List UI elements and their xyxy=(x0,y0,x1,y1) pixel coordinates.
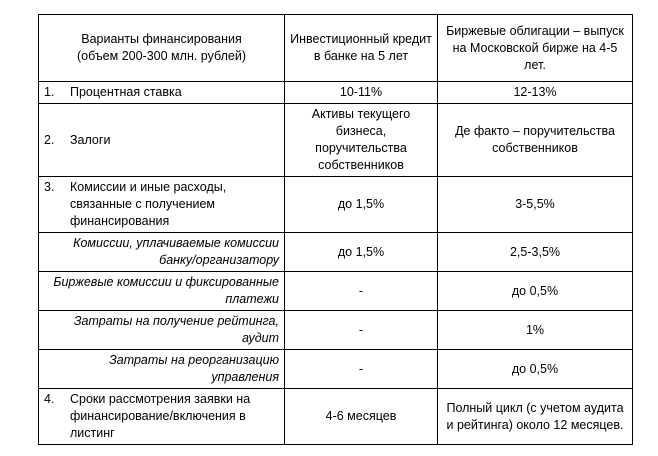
row-label-text: Сроки рассмотрения заявки на финансирование/включения в листинг xyxy=(70,392,251,440)
header-financing-options: Варианты финансирования (объем 200-300 млн. рублей) xyxy=(39,15,285,82)
bank-value: до 1,5% xyxy=(285,233,438,272)
row-label xyxy=(39,177,285,233)
bonds-value: 2,5-3,5% xyxy=(438,233,633,272)
bank-value: 10-11% xyxy=(285,82,438,104)
bank-value: 4-6 месяцев xyxy=(285,389,438,445)
header-bank-loan: Инвестиционный кредит в банке на 5 лет xyxy=(285,15,438,82)
row-number: 1. xyxy=(44,85,55,99)
row-label xyxy=(39,104,285,177)
table-subrow xyxy=(39,272,633,311)
bonds-value: Де факто – поручительства собственников xyxy=(438,104,633,177)
bonds-value: 12-13% xyxy=(438,82,633,104)
bank-value: - xyxy=(285,350,438,389)
table-subrow xyxy=(39,350,633,389)
row-label-text: Залоги xyxy=(70,132,111,147)
subrow-label: Биржевые комиссии и фиксированные платежи xyxy=(39,272,285,311)
row-label-text: Комиссии и иные расходы, связанные с получением финансирования xyxy=(70,180,227,228)
row-number: 2. xyxy=(44,132,55,147)
bank-value: до 1,5% xyxy=(285,177,438,233)
row-label xyxy=(39,389,285,445)
table-row-review-terms xyxy=(39,389,633,445)
table-subrow xyxy=(39,233,633,272)
table-subrow xyxy=(39,311,633,350)
header-row xyxy=(39,15,633,82)
bonds-value: Полный цикл (с учетом аудита и рейтинга) около 12 месяцев. xyxy=(438,389,633,445)
bank-value: - xyxy=(285,272,438,311)
financing-comparison-table xyxy=(38,14,633,445)
bank-value: - xyxy=(285,311,438,350)
table-row-interest-rate xyxy=(39,82,633,104)
bank-value: Активы текущего бизнеса, поручительства собственников xyxy=(285,104,438,177)
bonds-value: 1% xyxy=(438,311,633,350)
row-label xyxy=(39,82,285,104)
row-number: 4. xyxy=(44,392,55,406)
row-number: 3. xyxy=(44,180,55,194)
table-row-collateral xyxy=(39,104,633,177)
bonds-value: до 0,5% xyxy=(438,272,633,311)
table-row-commissions xyxy=(39,177,633,233)
header-exchange-bonds: Биржевые облигации – выпуск на Московской бирже на 4-5 лет. xyxy=(438,15,633,82)
subrow-label: Затраты на реорганизацию управления xyxy=(39,350,285,389)
subrow-label: Комиссии, уплачиваемые комиссии банку/организатору xyxy=(39,233,285,272)
row-label-text: Процентная ставка xyxy=(70,85,182,99)
subrow-label: Затраты на получение рейтинга, аудит xyxy=(39,311,285,350)
bonds-value: до 0,5% xyxy=(438,350,633,389)
bonds-value: 3-5,5% xyxy=(438,177,633,233)
